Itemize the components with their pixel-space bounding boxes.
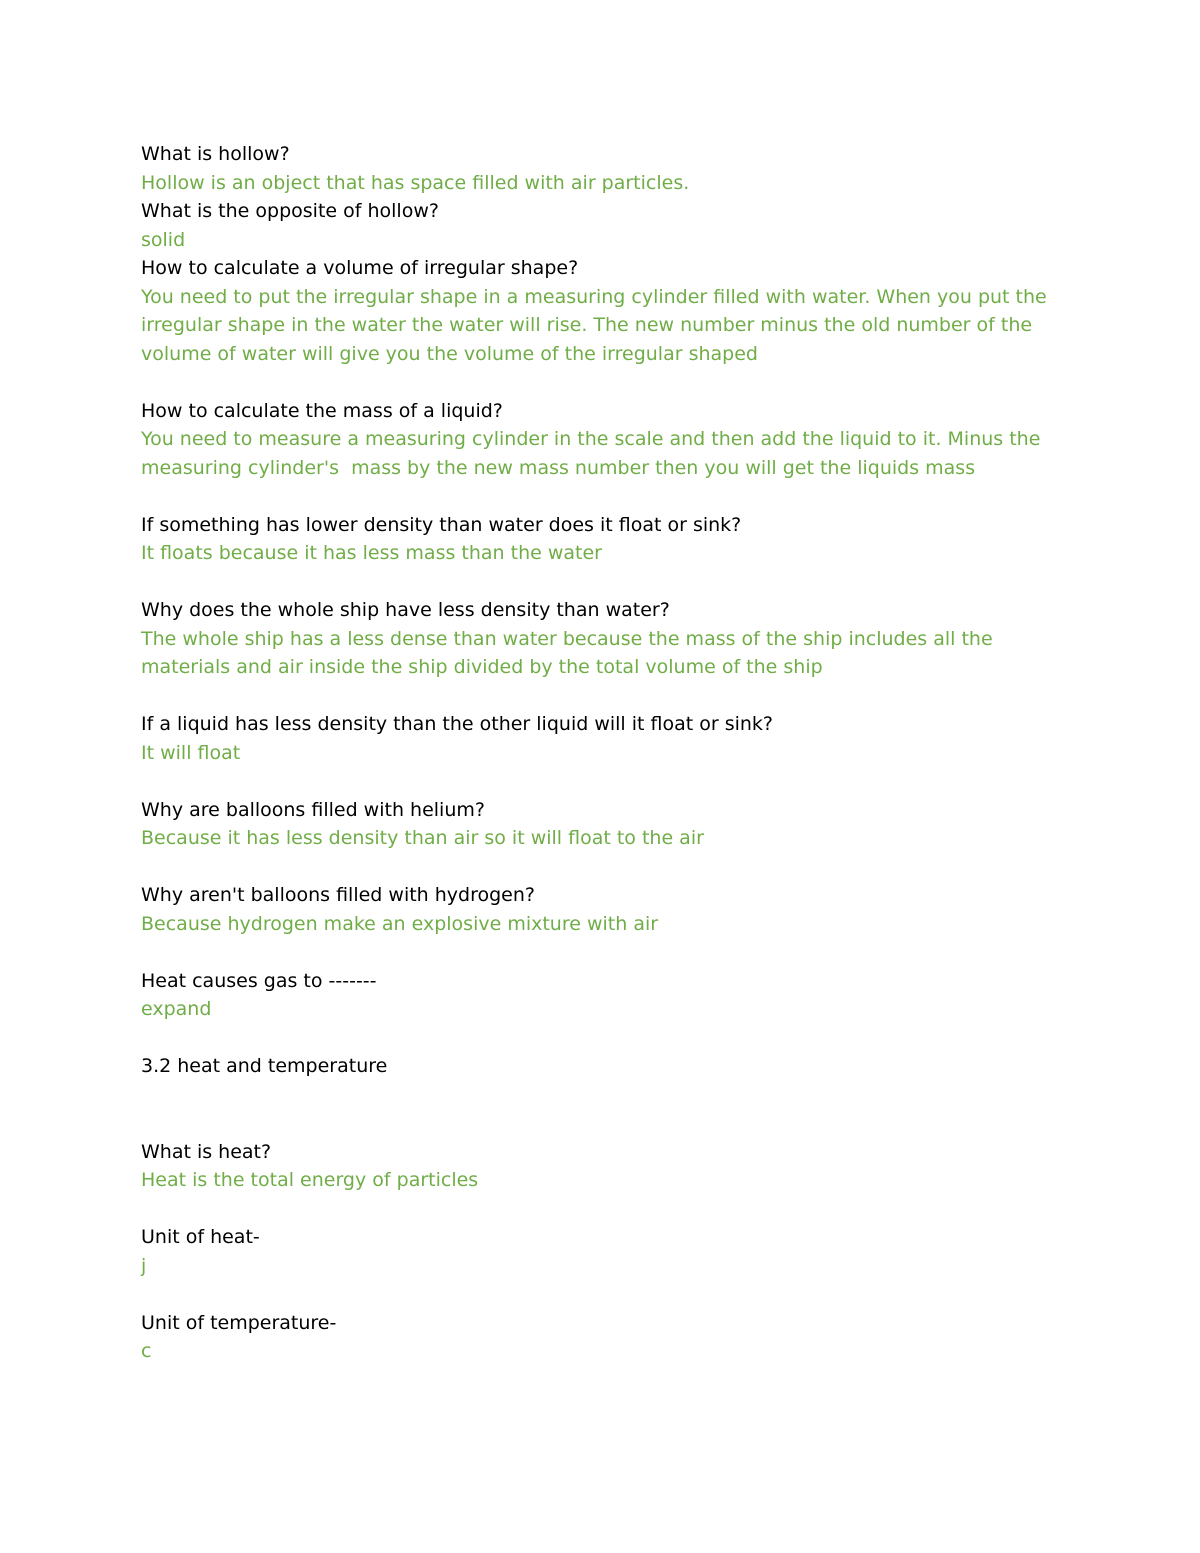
blank-line [141, 568, 1050, 597]
question-text: Why does the whole ship have less density than water? [141, 599, 670, 621]
blank-line [141, 1024, 1050, 1053]
answer-text: Hollow is an object that has space filled with air particles. [141, 171, 690, 194]
question-text: If something has lower density than water does it float or sink? [141, 513, 742, 536]
blank-line [141, 767, 1050, 796]
blank-line [141, 682, 1050, 711]
answer-text: Because it has less density than air so it will float to the air [141, 827, 704, 849]
answer-text: The whole ship has a less dense than water because the mass of the ship includes all the [141, 627, 993, 650]
answer-text: volume of water will give you the volume of the irregular shaped [141, 342, 758, 365]
question-text: Unit of heat- [141, 1226, 260, 1248]
blank-line [141, 1081, 1050, 1138]
blank-line [141, 368, 1050, 397]
answer-text: j [141, 1254, 147, 1277]
blank-line [141, 938, 1050, 967]
blank-line [141, 1195, 1050, 1224]
blank-line [141, 1280, 1050, 1309]
answer-text: It floats because it has less mass than the water [141, 542, 602, 564]
section-heading: 3.2 heat and temperature [141, 1055, 388, 1077]
question-text: Why are balloons filled with helium? [141, 798, 485, 821]
answer-text: materials and air inside the ship divided by the total volume of the ship [141, 656, 823, 678]
question-text: What is the opposite of hollow? [141, 200, 439, 222]
answer-text: expand [141, 998, 212, 1020]
answer-text: measuring cylinder's mass by the new mass number then you will get the liquids mass [141, 456, 976, 479]
question-text: If a liquid has less density than the other liquid will it float or sink? [141, 713, 774, 735]
question-text: How to calculate the mass of a liquid? [141, 399, 503, 422]
answer-text: You need to put the irregular shape in a measuring cylinder filled with water. When you put the [141, 285, 1047, 308]
question-text: Unit of temperature- [141, 1311, 337, 1334]
blank-line [141, 482, 1050, 511]
question-text: What is hollow? [141, 143, 290, 165]
answer-text: c [141, 1340, 152, 1362]
blank-line [141, 853, 1050, 882]
answer-text: Heat is the total energy of particles [141, 1169, 479, 1191]
answer-text: solid [141, 228, 186, 251]
answer-text: Because hydrogen make an explosive mixture with air [141, 912, 659, 935]
answer-text: It will float [141, 741, 241, 764]
answer-text: You need to measure a measuring cylinder in the scale and then add the liquid to it. Minus the [141, 428, 1041, 450]
question-text: Heat causes gas to ------- [141, 969, 377, 992]
question-text: Why aren't balloons filled with hydrogen? [141, 884, 535, 906]
question-text: What is heat? [141, 1140, 272, 1163]
answer-text: irregular shape in the water the water will rise. The new number minus the old number of the [141, 314, 1033, 336]
question-text: How to calculate a volume of irregular shape? [141, 257, 579, 279]
